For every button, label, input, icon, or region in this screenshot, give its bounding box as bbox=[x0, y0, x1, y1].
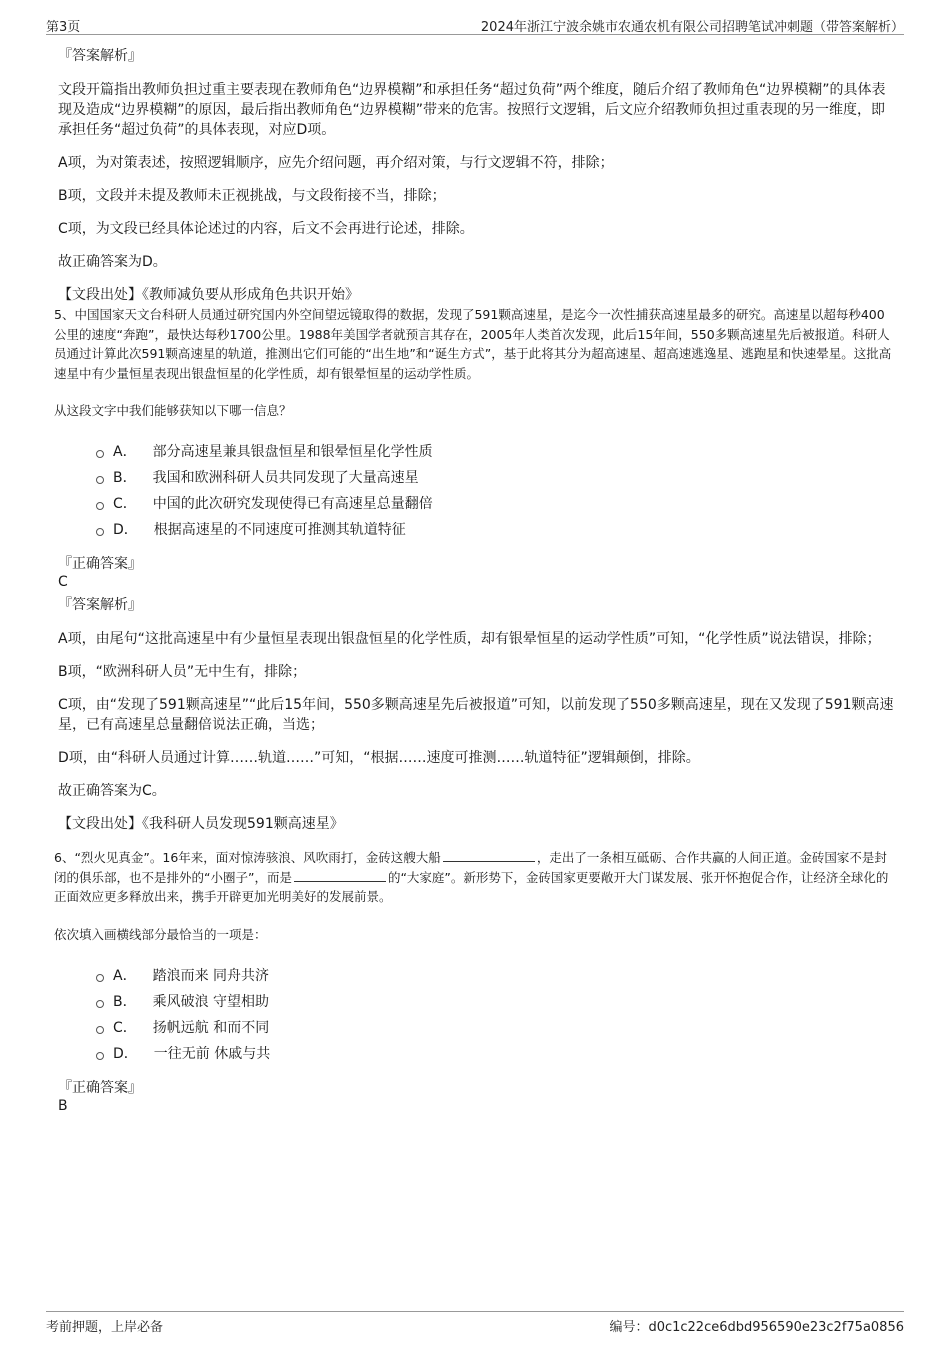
q5-answer: C bbox=[58, 574, 68, 590]
radio-icon[interactable] bbox=[96, 1052, 104, 1060]
document-title: 2024年浙江宁波余姚市农通农机有限公司招聘笔试冲刺题（带答案解析） bbox=[480, 20, 904, 35]
q5-stem: 5、中国国家天文台科研人员通过研究国内外空间望远镜取得的数据，发现了591颗高速星，是迄今一次性捕获高速星最多的研究。高速星以超每秒400公里的速度“奔跑”，最快达每秒1700公里。1988年美国学者就预言其存在，2005年人类首次发现，此后15年间，550多颗高速星先后被报道。科研人员通过计算此次591颗高速星的轨道，推测出它们可能的“出生地”和“诞生方式”，基于此将其分为超高速星、超高速逃逸星、逃跑星和快速晕星。这批高速星中有少量恒星表现出银盘恒星的化学性质，却有银晕恒星的运动学性质。 bbox=[54, 307, 892, 381]
page-header bbox=[46, 14, 904, 35]
radio-icon[interactable] bbox=[96, 1000, 104, 1008]
q6-option-b[interactable]: B． 乘风破浪 守望相助 bbox=[96, 989, 894, 1015]
radio-icon[interactable] bbox=[96, 502, 104, 510]
q4-conclusion: 故正确答案为D。 bbox=[58, 254, 167, 270]
page-content bbox=[54, 40, 894, 1119]
radio-icon[interactable] bbox=[96, 1026, 104, 1034]
q5-analysis-label: 『答案解析』 bbox=[58, 597, 142, 613]
q5-conclusion: 故正确答案为C。 bbox=[58, 783, 166, 799]
q6-options bbox=[96, 963, 894, 1067]
fill-blank-2 bbox=[294, 869, 386, 882]
q4-analysis-label: 『答案解析』 bbox=[58, 48, 142, 64]
q5-analysis-paragraph: B项，“欧洲科研人员”无中生有，排除； bbox=[58, 664, 307, 680]
q6-option-c[interactable]: C． 扬帆远航 和而不同 bbox=[96, 1015, 894, 1041]
page-footer bbox=[46, 1311, 904, 1334]
q6-answer-label: 『正确答案』 bbox=[58, 1079, 142, 1096]
page-number: 第3页 bbox=[46, 20, 81, 35]
q4-analysis-paragraph: B项，文段并未提及教师未正视挑战，与文段衔接不当，排除； bbox=[58, 188, 446, 204]
q5-analysis-paragraph: C项，由“发现了591颗高速星”“此后15年间，550多颗高速星先后被报道”可知，以前发现了550多颗高速星，现在又发现了591颗高速星，已有高速星总量翻倍说法正确，当选； bbox=[58, 697, 894, 733]
q4-analysis-paragraph: 文段开篇指出教师负担过重主要表现在教师角色“边界模糊”和承担任务“超过负荷”两个维度，随后介绍了教师角色“边界模糊”的具体表现及造成“边界模糊”的原因，最后指出教师角色“边界模糊”带来的危害。按照行文逻辑，后文应介绍教师负担过重表现的另一维度，即承担任务“超过负荷”的具体表现，对应D项。 bbox=[58, 82, 886, 138]
q5-answer-label: 『正确答案』 bbox=[58, 556, 142, 572]
q5-analysis-paragraph: D项，由“科研人员通过计算……轨道……”可知，“根据……速度可推测……轨道特征”逻辑颠倒，排除。 bbox=[58, 750, 700, 766]
q6-option-a[interactable]: A． 踏浪而来 同舟共济 bbox=[96, 963, 894, 989]
q4-analysis-paragraph: C项，为文段已经具体论述过的内容，后文不会再进行论述，排除。 bbox=[58, 221, 474, 237]
radio-icon[interactable] bbox=[96, 974, 104, 982]
radio-icon[interactable] bbox=[96, 476, 104, 484]
q5-option-a[interactable]: A． 部分高速星兼具银盘恒星和银晕恒星化学性质 bbox=[96, 439, 894, 465]
q5-analysis-paragraph: A项，由尾句“这批高速星中有少量恒星表现出银盘恒星的化学性质，却有银晕恒星的运动学性质”可知，“化学性质”说法错误，排除； bbox=[58, 631, 881, 647]
q6-prompt: 依次填入画横线部分最恰当的一项是： bbox=[54, 926, 267, 942]
q5-options bbox=[96, 439, 894, 543]
q6-option-d[interactable]: D． 一往无前 休戚与共 bbox=[96, 1041, 894, 1067]
fill-blank-1 bbox=[443, 849, 535, 862]
q6-stem: 6、“烈火见真金”。16年来，面对惊涛骇浪、风吹雨打，金砖这艘大船 ，走出了一条相互砥砺、合作共赢的人间正道。金砖国家不是封闭的俱乐部，也不是排外的“小圈子”，而是 的“大家庭”。新形势下，金砖国家更要敞开大门谋发展、张开怀抱促合作，让经济全球化的正面效应更多释放出来，携手开辟更加光明美好的发展前景。 bbox=[54, 850, 889, 904]
radio-icon[interactable] bbox=[96, 450, 104, 458]
footer-slogan: 考前押题，上岸必备 bbox=[46, 1320, 164, 1335]
q6-answer: B bbox=[58, 1097, 68, 1114]
q5-option-d[interactable]: D． 根据高速星的不同速度可推测其轨道特征 bbox=[96, 517, 894, 543]
q4-source: 【文段出处】《教师减负要从形成角色共识开始》 bbox=[58, 287, 359, 303]
document-id: 编号：d0c1c22ce6dbd956590e23c2f75a0856 bbox=[609, 1320, 904, 1335]
q5-source: 【文段出处】《我科研人员发现591颗高速星》 bbox=[58, 816, 344, 832]
q5-prompt: 从这段文字中我们能够获知以下哪一信息？ bbox=[54, 403, 292, 418]
radio-icon[interactable] bbox=[96, 528, 104, 536]
q5-option-c[interactable]: C． 中国的此次研究发现使得已有高速星总量翻倍 bbox=[96, 491, 894, 517]
q4-analysis-paragraph: A项，为对策表述，按照逻辑顺序，应先介绍问题，再介绍对策，与行文逻辑不符，排除； bbox=[58, 155, 614, 171]
q5-option-b[interactable]: B． 我国和欧洲科研人员共同发现了大量高速星 bbox=[96, 465, 894, 491]
